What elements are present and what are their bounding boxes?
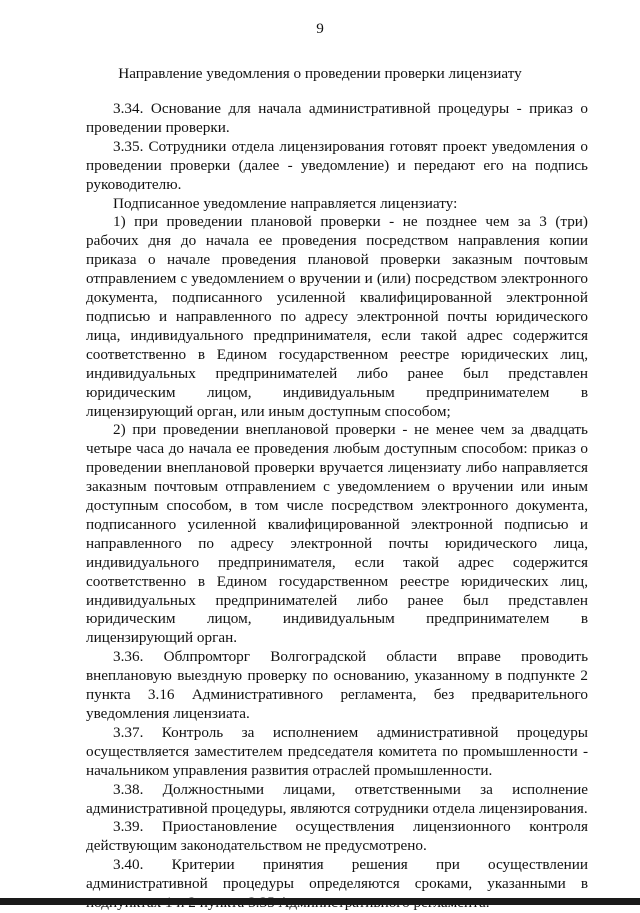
paragraph-3-36: 3.36. Облпромторг Волгоградской области вправе проводить внеплановую выездную проверку по основанию, указанному в подпункте 2 пункта 3.16 Административного регламента, без предварительного уведомления лицензиата.	[86, 648, 588, 722]
paragraph-3-38: 3.38. Должностными лицами, ответственными за исполнение административной процедуры, являются сотрудники отдела лицензирования.	[86, 780, 588, 817]
paragraph-3-37: 3.37. Контроль за исполнением административной процедуры осуществляется заместителем председателя комитета по промышленности - начальником управления развития отраслей промышленности.	[86, 723, 588, 779]
paragraph-notice-intro: Подписанное уведомление направляется лицензиату:	[113, 194, 458, 212]
section-heading: Направление уведомления о проведении проверки лицензиату	[118, 65, 522, 82]
paragraph-3-40: 3.40. Критерии принятия решения при осуществлении административной процедуры определяются сроками, указанными в	[86, 856, 588, 893]
document-body	[86, 100, 588, 913]
paragraph-item-2: 2) при проведении внеплановой проверки - не менее чем за двадцать четыре часа до начала ее проведения любым доступным способом: приказ о проведении внеплановой проверки вручается лицензиату либо направляется заказным почтовым отправлением с уведомлением о вручении или иным доступным способом, в том числе посредством электронного документа, подписанного усиленной квалифицированной электронной подписью и направленного по адресу электронной почты юридического лица, индивидуального предпринимателя, если такой адрес содержится соответственно в Едином государственном реестре юридических лиц, индивидуальных предпринимателей либо ранее был представлен юридическим лицом, индивидуальным предпринимателем в лицензирующий орган.	[86, 421, 588, 647]
page-number: 9	[316, 20, 324, 37]
paragraph-3-34: 3.34. Основание для начала административной процедуры - приказ о проведении проверки.	[86, 100, 588, 136]
paragraph-3-35: 3.35. Сотрудники отдела лицензирования готовят проект уведомления о проведении проверки (далее - уведомление) и передают его на подпись руководителю.	[86, 137, 588, 193]
scan-edge-bar	[0, 898, 640, 905]
paragraph-item-1: 1) при проведении плановой проверки - не позднее чем за 3 (три) рабочих дня до начала ее проведения посредством направления копии приказа о начале проведения плановой проверки заказным почтовым отправлением с уведомлением о вручении и (или) посредством электронного документа, подписанного усиленной квалифицированной электронной подписью и направленного по адресу электронной почты юридического лица, индивидуального предпринимателя, если такой адрес содержится соответственно в Едином государственном реестре юридических лиц, индивидуальных предпринимателей либо ранее был представлен юридическим лицом, индивидуальным предпринимателем в лицензирующий орган, или иным доступным способом;	[86, 213, 588, 420]
paragraph-3-39: 3.39. Приостановление осуществления лицензионного контроля действующим законодательством не предусмотрено.	[86, 818, 588, 855]
